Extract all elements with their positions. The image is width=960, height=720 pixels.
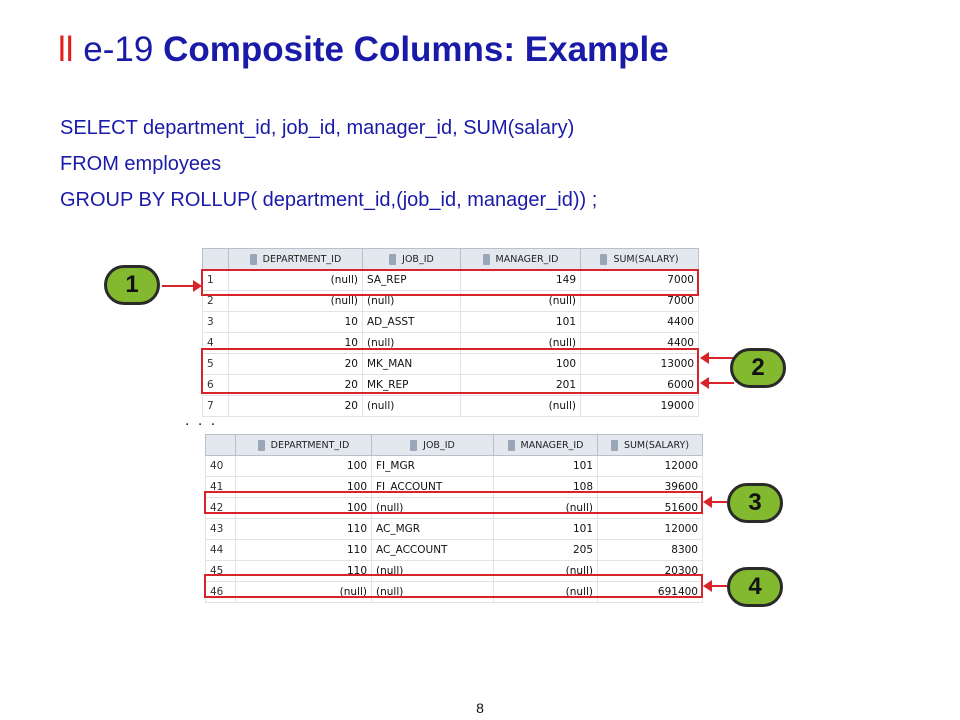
table-cell: 12000 bbox=[598, 456, 703, 477]
sort-icon[interactable] bbox=[483, 254, 490, 265]
row-number-cell: 3 bbox=[203, 312, 229, 333]
table-cell: (null) bbox=[494, 582, 598, 603]
title-prefix: ll bbox=[58, 30, 74, 69]
table-row[interactable] bbox=[206, 519, 703, 540]
table-row[interactable] bbox=[203, 396, 699, 417]
sql-line: GROUP BY ROLLUP( department_id,(job_id, manager_id)) ; bbox=[60, 189, 598, 211]
sql-line: FROM employees bbox=[60, 153, 222, 175]
table-cell: 110 bbox=[236, 519, 372, 540]
table-cell: AC_MGR bbox=[372, 519, 494, 540]
column-header[interactable] bbox=[598, 435, 703, 456]
row-number-cell: 43 bbox=[206, 519, 236, 540]
row-number-cell: 5 bbox=[203, 354, 229, 375]
table-cell: 20300 bbox=[598, 561, 703, 582]
arrow-2a bbox=[702, 357, 734, 359]
column-header[interactable] bbox=[363, 249, 461, 270]
row-number-cell: 4 bbox=[203, 333, 229, 354]
table-cell: 108 bbox=[494, 477, 598, 498]
badge-2: 2 bbox=[730, 348, 786, 388]
title-number: e-19 bbox=[83, 30, 154, 69]
table-cell: 205 bbox=[494, 540, 598, 561]
table-row[interactable] bbox=[203, 312, 699, 333]
grid-corner-cell bbox=[203, 249, 229, 270]
sort-icon[interactable] bbox=[508, 440, 515, 451]
table-cell: (null) bbox=[372, 498, 494, 519]
arrow-2b bbox=[702, 382, 734, 384]
table-cell: (null) bbox=[363, 291, 461, 312]
table-cell: MK_MAN bbox=[363, 354, 461, 375]
table-cell: (null) bbox=[494, 561, 598, 582]
sort-icon[interactable] bbox=[611, 440, 618, 451]
table-cell: 19000 bbox=[581, 396, 699, 417]
table-row[interactable] bbox=[206, 456, 703, 477]
table-cell: (null) bbox=[372, 561, 494, 582]
table-cell: 8300 bbox=[598, 540, 703, 561]
table-cell: 20 bbox=[229, 354, 363, 375]
table-cell: 691400 bbox=[598, 582, 703, 603]
highlight-row-42 bbox=[204, 491, 703, 514]
row-number-cell: 42 bbox=[206, 498, 236, 519]
badge-1: 1 bbox=[104, 265, 160, 305]
row-number-cell: 44 bbox=[206, 540, 236, 561]
table-cell: 100 bbox=[236, 498, 372, 519]
arrow-3 bbox=[705, 501, 727, 503]
grid-header-row bbox=[206, 435, 703, 456]
row-number-cell: 41 bbox=[206, 477, 236, 498]
ellipsis: . . . bbox=[185, 412, 218, 429]
grid-corner-cell bbox=[206, 435, 236, 456]
table-cell: AD_ASST bbox=[363, 312, 461, 333]
table-cell: 13000 bbox=[581, 354, 699, 375]
table-cell: AC_ACCOUNT bbox=[372, 540, 494, 561]
sort-icon[interactable] bbox=[389, 254, 396, 265]
highlight-row-1 bbox=[201, 269, 699, 296]
table-cell: 12000 bbox=[598, 519, 703, 540]
row-number-cell: 2 bbox=[203, 291, 229, 312]
table-cell: (null) bbox=[229, 291, 363, 312]
sort-icon[interactable] bbox=[410, 440, 417, 451]
table-cell: 4400 bbox=[581, 333, 699, 354]
table-cell: (null) bbox=[461, 396, 581, 417]
table-cell: (null) bbox=[461, 333, 581, 354]
table-cell: 101 bbox=[494, 519, 598, 540]
table-cell: 10 bbox=[229, 333, 363, 354]
table-cell: 7000 bbox=[581, 291, 699, 312]
column-header[interactable] bbox=[494, 435, 598, 456]
table-cell: 100 bbox=[461, 354, 581, 375]
table-cell: (null) bbox=[461, 291, 581, 312]
column-header-label: DEPARTMENT_ID bbox=[262, 253, 342, 265]
table-cell: 110 bbox=[236, 540, 372, 561]
arrow-4 bbox=[705, 585, 727, 587]
table-cell: (null) bbox=[494, 498, 598, 519]
table-cell: 7000 bbox=[581, 270, 699, 291]
table-cell: (null) bbox=[372, 582, 494, 603]
table-cell: (null) bbox=[236, 582, 372, 603]
table-cell: 110 bbox=[236, 561, 372, 582]
column-header-label: SUM(SALARY) bbox=[613, 253, 679, 265]
column-header-label: JOB_ID bbox=[402, 253, 434, 265]
table-cell: 149 bbox=[461, 270, 581, 291]
page-number: 8 bbox=[476, 700, 484, 716]
row-number-cell: 40 bbox=[206, 456, 236, 477]
table-cell: 201 bbox=[461, 375, 581, 396]
badge-4: 4 bbox=[727, 567, 783, 607]
column-header-label: MANAGER_ID bbox=[495, 253, 559, 265]
table-cell: (null) bbox=[363, 333, 461, 354]
title-heading: Composite Columns: Example bbox=[163, 30, 669, 69]
table-cell: 100 bbox=[236, 477, 372, 498]
table-cell: 6000 bbox=[581, 375, 699, 396]
table-cell: 101 bbox=[494, 456, 598, 477]
table-cell: (null) bbox=[363, 396, 461, 417]
column-header-label: SUM(SALARY) bbox=[623, 439, 690, 451]
table-cell: 100 bbox=[236, 456, 372, 477]
row-number-cell: 46 bbox=[206, 582, 236, 603]
table-cell: MK_REP bbox=[363, 375, 461, 396]
column-header[interactable] bbox=[461, 249, 581, 270]
arrow-1 bbox=[162, 285, 200, 287]
table-cell: 4400 bbox=[581, 312, 699, 333]
sort-icon[interactable] bbox=[258, 440, 265, 451]
column-header[interactable] bbox=[236, 435, 372, 456]
row-number-cell: 45 bbox=[206, 561, 236, 582]
table-cell: 20 bbox=[229, 375, 363, 396]
row-number-cell: 7 bbox=[203, 396, 229, 417]
table-cell: (null) bbox=[229, 270, 363, 291]
column-header[interactable] bbox=[372, 435, 494, 456]
column-header-label: JOB_ID bbox=[423, 439, 455, 451]
column-header-label: MANAGER_ID bbox=[520, 439, 584, 451]
highlight-rows-5-6 bbox=[201, 348, 699, 394]
table-cell: 39600 bbox=[598, 477, 703, 498]
row-number-cell: 1 bbox=[203, 270, 229, 291]
grid-header-row bbox=[203, 249, 699, 270]
table-cell: SA_REP bbox=[363, 270, 461, 291]
table-cell: 101 bbox=[461, 312, 581, 333]
table-cell: FI_MGR bbox=[372, 456, 494, 477]
sort-icon[interactable] bbox=[250, 254, 257, 265]
table-cell: FI_ACCOUNT bbox=[372, 477, 494, 498]
table-cell: 20 bbox=[229, 396, 363, 417]
table-row[interactable] bbox=[206, 540, 703, 561]
column-header-label: DEPARTMENT_ID bbox=[270, 439, 350, 451]
table-cell: 51600 bbox=[598, 498, 703, 519]
column-header[interactable] bbox=[581, 249, 699, 270]
sql-code bbox=[60, 110, 597, 218]
row-number-cell: 6 bbox=[203, 375, 229, 396]
sort-icon[interactable] bbox=[600, 254, 607, 265]
highlight-row-46 bbox=[204, 574, 703, 598]
badge-3: 3 bbox=[727, 483, 783, 523]
slide-title bbox=[58, 30, 669, 70]
column-header[interactable] bbox=[229, 249, 363, 270]
sql-line: SELECT department_id, job_id, manager_id, SUM(salary) bbox=[60, 117, 575, 139]
table-cell: 10 bbox=[229, 312, 363, 333]
